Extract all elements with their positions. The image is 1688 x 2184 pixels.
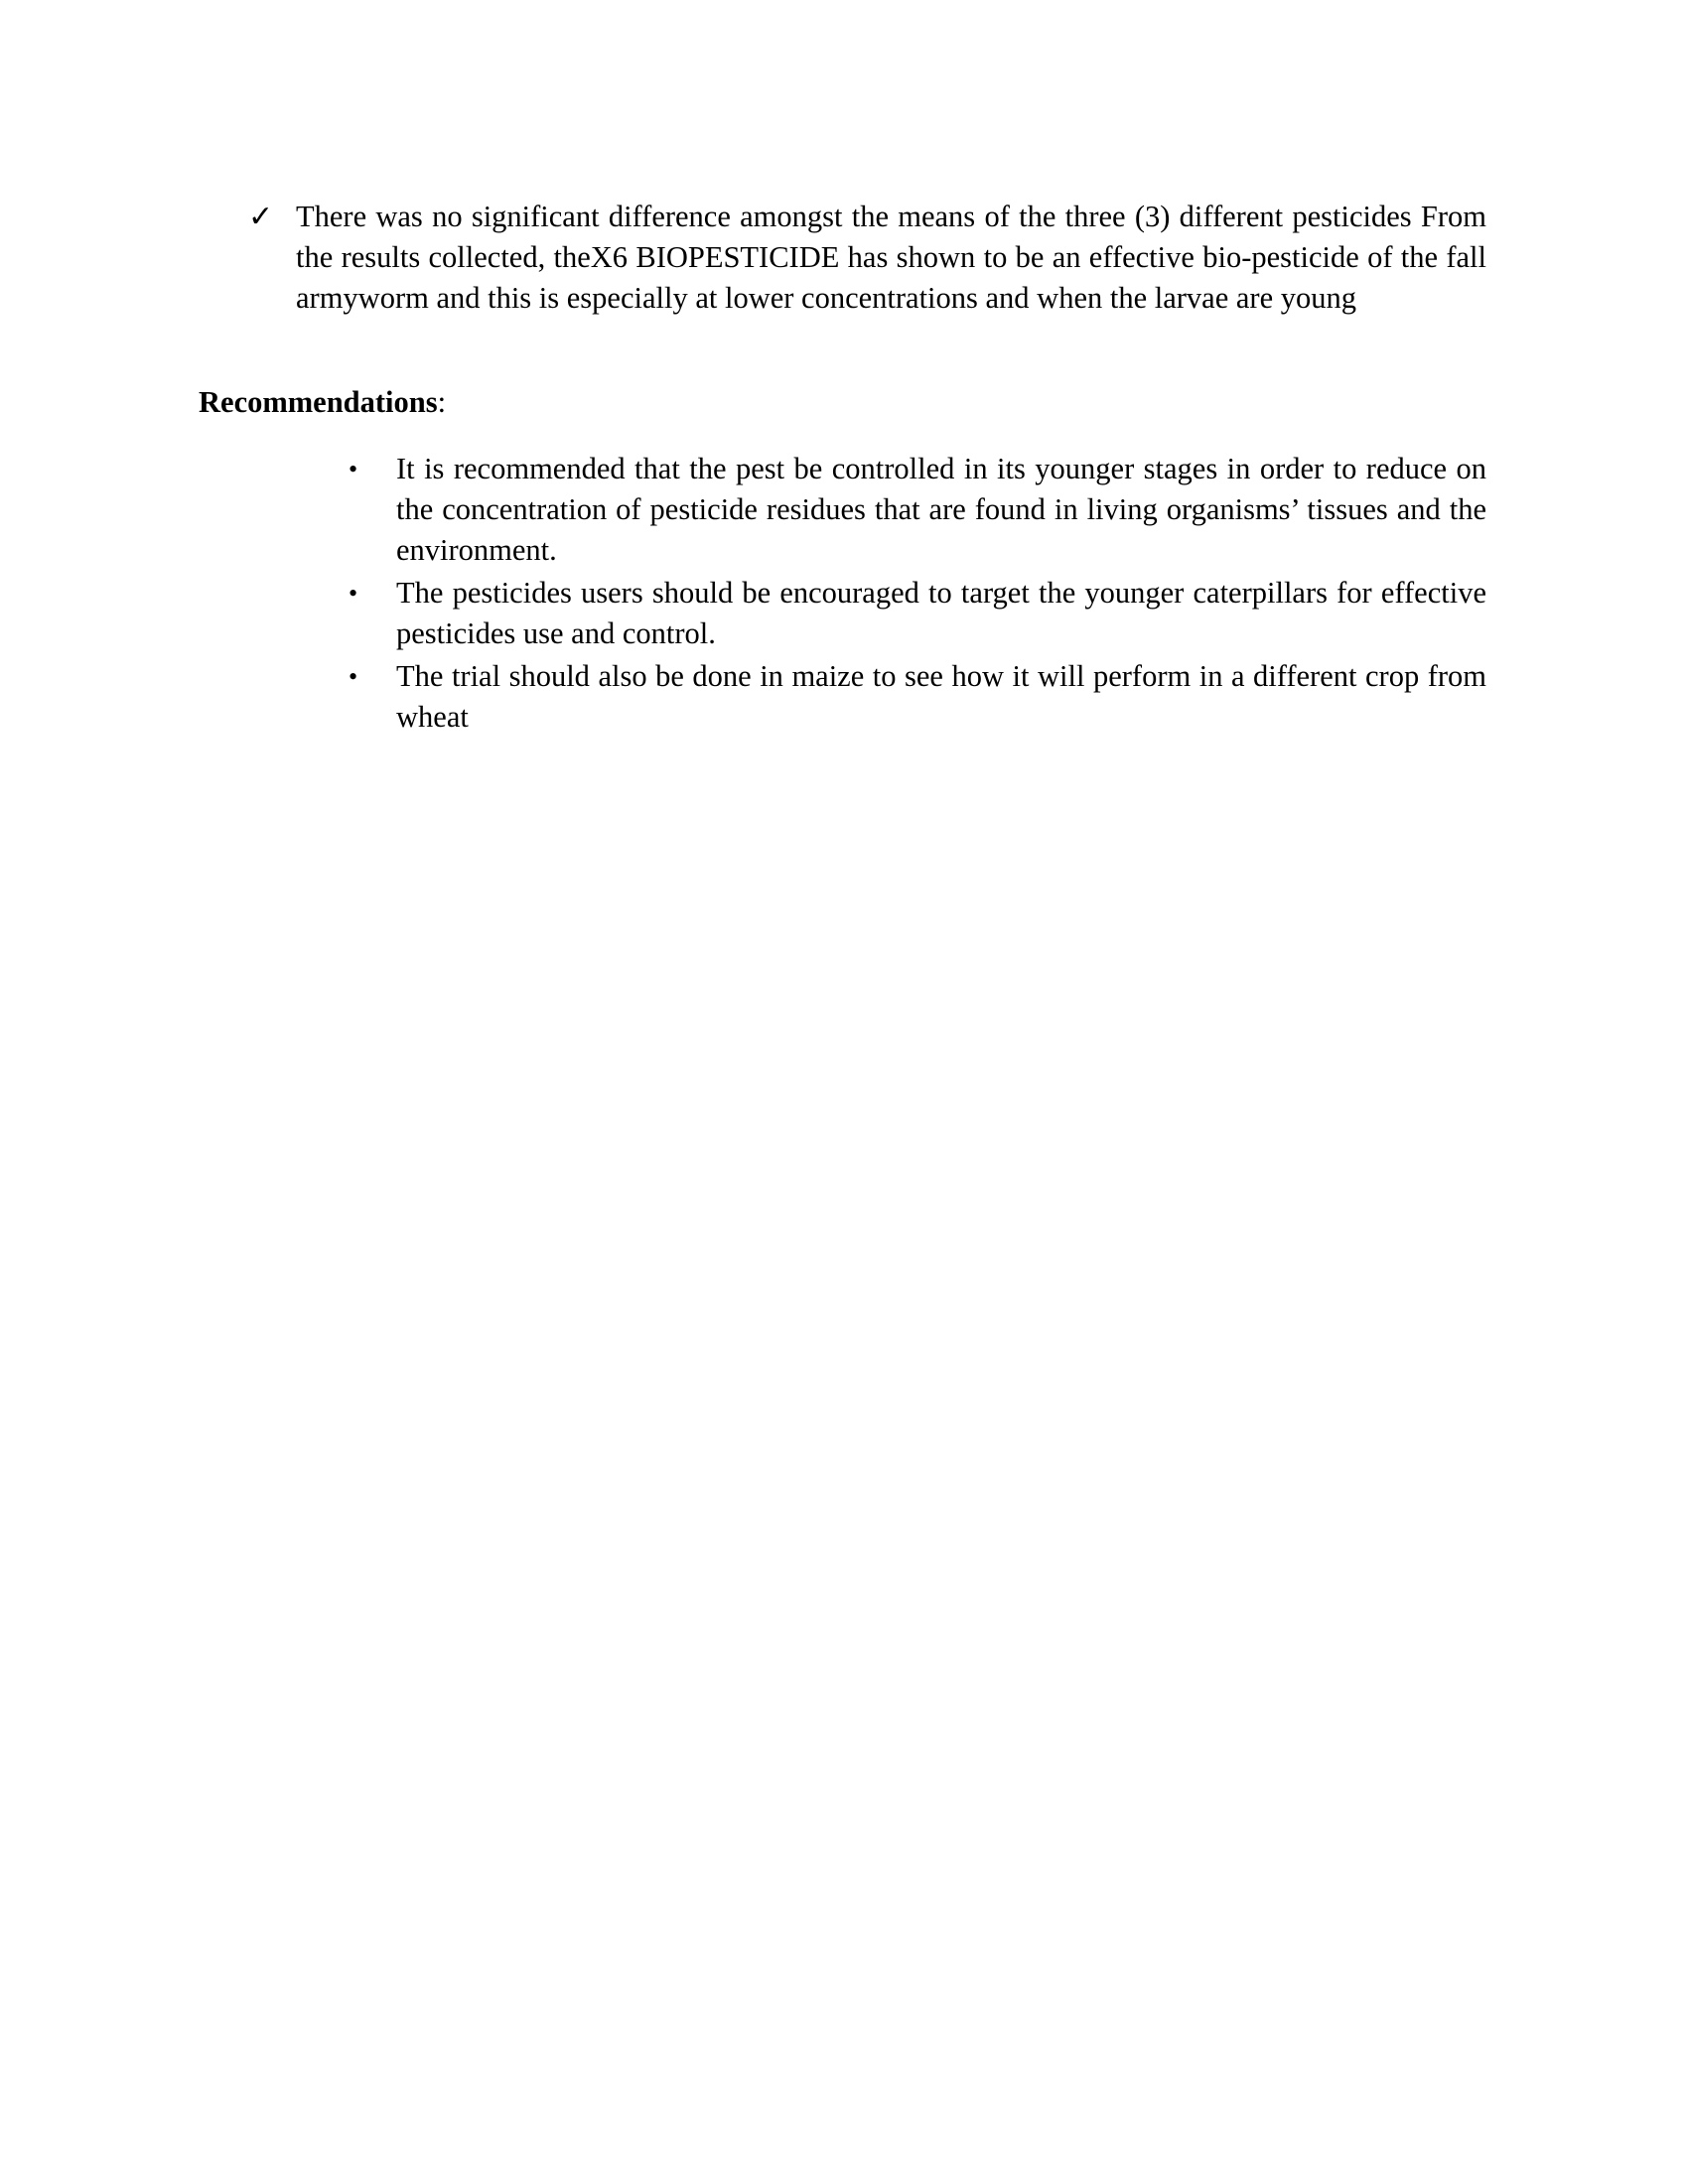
bullet-icon: • — [349, 579, 358, 608]
list-item — [341, 449, 1486, 571]
recommendations-heading-label: Recommendations — [199, 385, 438, 419]
list-item — [341, 573, 1486, 654]
list-item-text: The trial should also be done in maize to see how it will perform in a different crop from wheat — [396, 659, 1486, 734]
bullet-icon: • — [349, 662, 358, 691]
check-mark-icon: ✓ — [248, 201, 274, 233]
list-item-text: It is recommended that the pest be controlled in its younger stages in order to reduce on the concentration of pesticide residues that are found in living organisms’ tissues and the environment. — [396, 452, 1486, 567]
recommendations-list — [341, 449, 1486, 740]
list-item-text: The pesticides users should be encouraged to target the younger caterpillars for effective pesticides use and control. — [396, 576, 1486, 650]
bullet-icon: • — [349, 455, 358, 483]
conclusion-paragraph: There was no significant difference amongst the means of the three (3) different pesticides From the results collected, theX6 BIOPESTICIDE has shown to be an effective bio-pesticide of the fall armyworm and this is especially at lower concentrations and when the larvae are young — [296, 200, 1486, 315]
list-item — [341, 656, 1486, 738]
recommendations-heading-colon: : — [437, 385, 447, 419]
recommendations-heading — [199, 382, 446, 423]
